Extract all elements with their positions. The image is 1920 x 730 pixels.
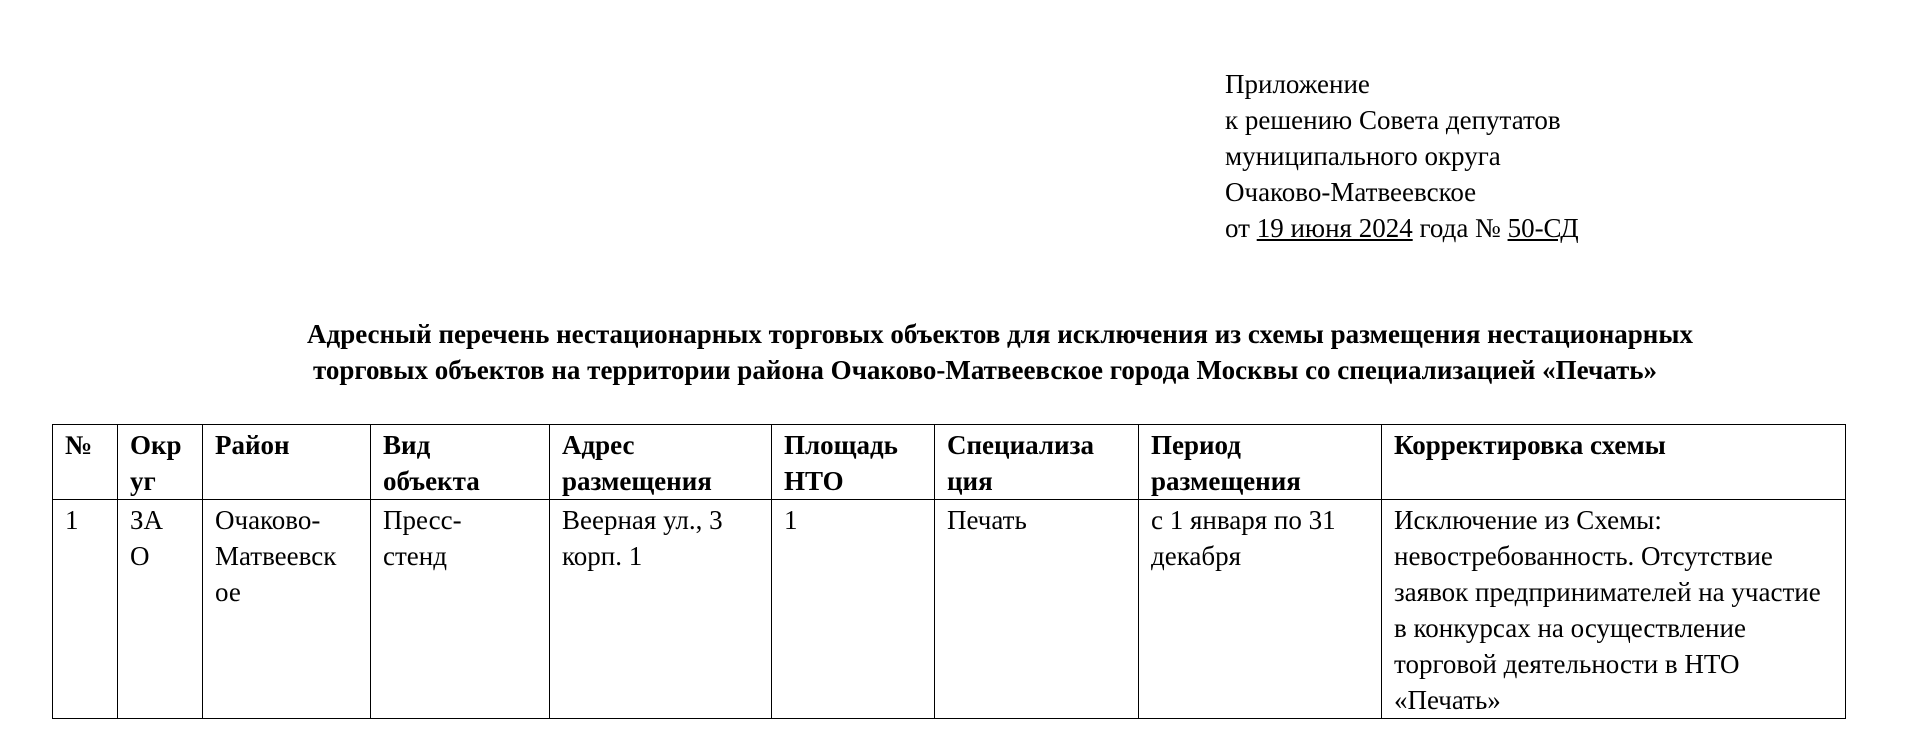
cell-rayon: Очаково- Матвеевск ое bbox=[203, 500, 371, 719]
appendix-district: Очаково-Матвеевское bbox=[1225, 177, 1477, 207]
appendix-block bbox=[1225, 66, 1579, 246]
decision-number: 50-СД bbox=[1507, 213, 1579, 243]
appendix-date-line bbox=[1225, 210, 1579, 246]
cell-ploshad: 1 bbox=[772, 500, 935, 719]
col-header-vid: Вид объекта bbox=[371, 425, 550, 500]
cell-okrug: ЗА О bbox=[118, 500, 203, 719]
appendix-title: Приложение bbox=[1225, 69, 1370, 99]
decision-date: 19 июня 2024 bbox=[1256, 213, 1413, 243]
objects-table bbox=[52, 424, 1846, 719]
col-header-num: № bbox=[53, 425, 118, 500]
col-header-korrekt: Корректировка схемы bbox=[1382, 425, 1846, 500]
title-line-1: Адресный перечень нестационарных торговых объектов для исключения из схемы размещения нестационарных bbox=[307, 319, 1693, 349]
cell-period: с 1 января по 31 декабря bbox=[1139, 500, 1382, 719]
cell-adres: Веерная ул., 3 корп. 1 bbox=[550, 500, 772, 719]
cell-korrekt: Исключение из Схемы: невостребованность. Отсутствие заявок предпринимателей на участие в конкурсах на осуществление торговой деятельности в НТО «Печать» bbox=[1382, 500, 1846, 719]
col-header-rayon: Район bbox=[203, 425, 371, 500]
cell-spec: Печать bbox=[935, 500, 1139, 719]
cell-num: 1 bbox=[53, 500, 118, 719]
col-header-period: Период размещения bbox=[1139, 425, 1382, 500]
col-header-spec: Специализа ция bbox=[935, 425, 1139, 500]
cell-vid: Пресс- стенд bbox=[371, 500, 550, 719]
col-header-ploshad: Площадь НТО bbox=[772, 425, 935, 500]
date-prefix: от bbox=[1225, 213, 1257, 243]
document-title bbox=[150, 316, 1820, 388]
table-row bbox=[53, 500, 1846, 719]
number-prefix: года № bbox=[1412, 213, 1508, 243]
col-header-adres: Адрес размещения bbox=[550, 425, 772, 500]
appendix-council: муниципального округа bbox=[1225, 141, 1501, 171]
table-header-row bbox=[53, 425, 1846, 500]
col-header-okrug: Окр уг bbox=[118, 425, 203, 500]
title-line-2: торговых объектов на территории района Очаково-Матвеевское города Москвы со специализацией «Печать» bbox=[312, 355, 1658, 385]
appendix-decision: к решению Совета депутатов bbox=[1225, 105, 1561, 135]
